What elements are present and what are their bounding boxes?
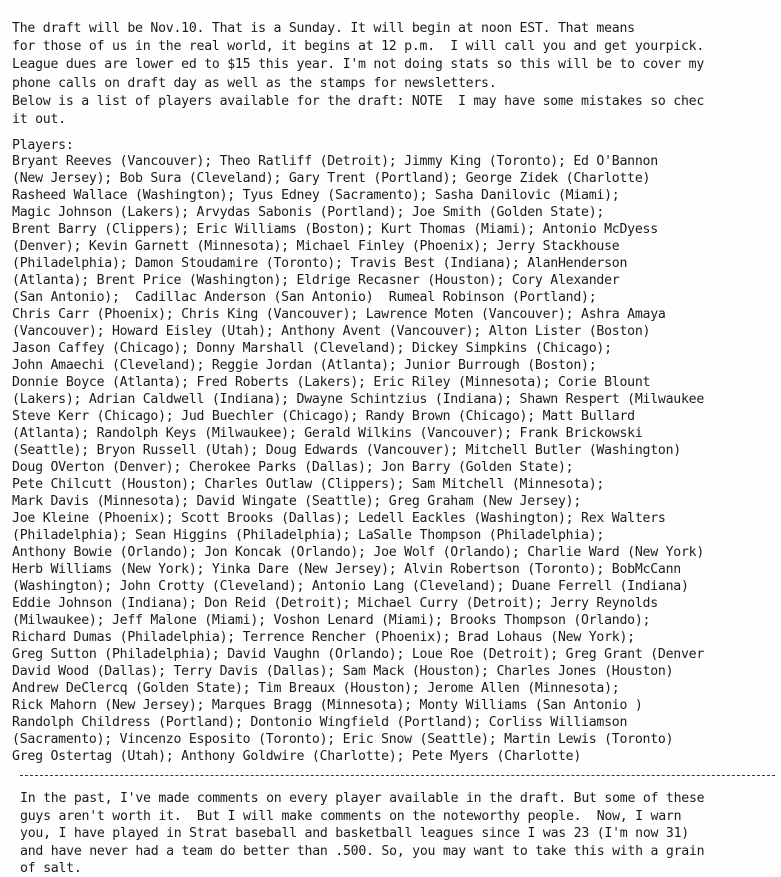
players-line: (Seattle); Bryon Russell (Utah); Doug Edwards (Vancouver); Mitchell Butler (Washington) <box>12 443 681 458</box>
players-line: (San Antonio); Cadillac Anderson (San Antonio) Rumeal Robinson (Portland); <box>12 290 597 305</box>
closing-line: and have never had a team do better than .500. So, you may want to take this with a grain <box>20 843 705 859</box>
players-heading: Players: <box>12 138 74 153</box>
players-line: Herb Williams (New York); Yinka Dare (New Jersey); Alvin Robertson (Toronto); BobMcCann <box>12 562 681 577</box>
players-line: (New Jersey); Bob Sura (Cleveland); Gary Trent (Portland); George Zidek (Charlotte) <box>12 171 651 186</box>
players-line: (Vancouver); Howard Eisley (Utah); Anthony Avent (Vancouver); Alton Lister (Boston) <box>12 324 651 339</box>
players-line: Richard Dumas (Philadelphia); Terrence Rencher (Phoenix); Brad Lohaus (New York); <box>12 630 635 645</box>
players-line: (Philadelphia); Sean Higgins (Philadelphia); LaSalle Thompson (Philadelphia); <box>12 528 605 543</box>
dashed-divider <box>20 775 775 776</box>
intro-line: it out. <box>12 112 66 127</box>
closing-line: guys aren't worth it. But I will make comments on the noteworthy people. Now, I warn <box>20 808 682 824</box>
players-line: (Lakers); Adrian Caldwell (Indiana); Dwayne Schintzius (Indiana); Shawn Respert (Milwaukee <box>12 392 705 407</box>
players-line: (Denver); Kevin Garnett (Minnesota); Michael Finley (Phoenix); Jerry Stackhouse <box>12 239 620 254</box>
intro-line: for those of us in the real world, it begins at 12 p.m. I will call you and get yourpick. <box>12 39 705 55</box>
players-line: Brent Barry (Clippers); Eric Williams (Boston); Kurt Thomas (Miami); Antonio McDyess <box>12 222 658 237</box>
players-line: Pete Chilcutt (Houston); Charles Outlaw (Clippers); Sam Mitchell (Minnesota); <box>12 477 605 492</box>
players-line: Steve Kerr (Chicago); Jud Buechler (Chicago); Randy Brown (Chicago); Matt Bullard <box>12 409 635 424</box>
players-line: Rasheed Wallace (Washington); Tyus Edney (Sacramento); Sasha Danilovic (Miami); <box>12 188 620 203</box>
players-line: Donnie Boyce (Atlanta); Fred Roberts (Lakers); Eric Riley (Minnesota); Corie Blount <box>12 375 651 390</box>
intro-line: phone calls on draft day as well as the stamps for newsletters. <box>12 75 497 91</box>
players-line: Greg Sutton (Philadelphia); David Vaughn (Orlando); Loue Roe (Detroit); Greg Grant (Denver <box>12 647 705 662</box>
players-line: (Atlanta); Brent Price (Washington); Eldrige Recasner (Houston); Cory Alexander <box>12 273 620 288</box>
players-line: Andrew DeClercq (Golden State); Tim Breaux (Houston); Jerome Allen (Minnesota); <box>12 681 620 696</box>
players-line: Chris Carr (Phoenix); Chris King (Vancouver); Lawrence Moten (Vancouver); Ashra Amaya <box>12 307 666 322</box>
players-line: (Washington); John Crotty (Cleveland); Antonio Lang (Cleveland); Duane Ferrell (Indiana) <box>12 579 689 594</box>
players-line: Doug OVerton (Denver); Cherokee Parks (Dallas); Jon Barry (Golden State); <box>12 460 574 475</box>
players-line: Magic Johnson (Lakers); Arvydas Sabonis (Portland); Joe Smith (Golden State); <box>12 205 605 220</box>
players-line: (Milwaukee); Jeff Malone (Miami); Voshon Lenard (Miami); Brooks Thompson (Orlando); <box>12 613 651 628</box>
players-line: (Philadelphia); Damon Stoudamire (Toronto); Travis Best (Indiana); AlanHenderson <box>12 256 628 271</box>
players-line: Mark Davis (Minnesota); David Wingate (Seattle); Greg Graham (New Jersey); <box>12 494 582 509</box>
intro-line: League dues are lower ed to $15 this year. I'm not doing stats so this will be to cover my <box>12 57 705 73</box>
intro-line: The draft will be Nov.10. That is a Sunday. It will begin at noon EST. That means <box>12 21 635 36</box>
players-line: Eddie Johnson (Indiana); Don Reid (Detroit); Michael Curry (Detroit); Jerry Reynolds <box>12 596 658 611</box>
players-line: Joe Kleine (Phoenix); Scott Brooks (Dallas); Ledell Eackles (Washington); Rex Walters <box>12 511 666 526</box>
intro-line: Below is a list of players available for the draft: NOTE I may have some mistakes so chec <box>12 93 705 109</box>
players-line: David Wood (Dallas); Terry Davis (Dallas); Sam Mack (Houston); Charles Jones (Houston) <box>12 664 674 679</box>
closing-line: In the past, I've made comments on every player available in the draft. But some of these <box>20 791 705 806</box>
players-line: Greg Ostertag (Utah); Anthony Goldwire (Charlotte); Pete Myers (Charlotte) <box>12 749 582 764</box>
players-line: Jason Caffey (Chicago); Donny Marshall (Cleveland); Dickey Simpkins (Chicago); <box>12 341 612 356</box>
players-line: Rick Mahorn (New Jersey); Marques Bragg (Minnesota); Monty Williams (San Antonio ) <box>12 698 643 713</box>
players-line: Randolph Childress (Portland); Dontonio Wingfield (Portland); Corliss Williamson <box>12 715 628 730</box>
players-line: Anthony Bowie (Orlando); Jon Koncak (Orlando); Joe Wolf (Orlando); Charlie Ward (New York) <box>12 545 705 560</box>
closing-line: of salt. <box>20 861 82 876</box>
players-line: (Sacramento); Vincenzo Esposito (Toronto); Eric Snow (Seattle); Martin Lewis (Toronto) <box>12 732 674 747</box>
players-line: John Amaechi (Cleveland); Reggie Jordan (Atlanta); Junior Burrough (Boston); <box>12 358 597 373</box>
players-line: (Atlanta); Randolph Keys (Milwaukee); Gerald Wilkins (Vancouver); Frank Brickowski <box>12 426 643 441</box>
players-line: Bryant Reeves (Vancouver); Theo Ratliff (Detroit); Jimmy King (Toronto); Ed O'Bannon <box>12 154 658 169</box>
closing-line: you, I have played in Strat baseball and basketball leagues since I was 23 (I'm now 31) <box>20 826 689 841</box>
